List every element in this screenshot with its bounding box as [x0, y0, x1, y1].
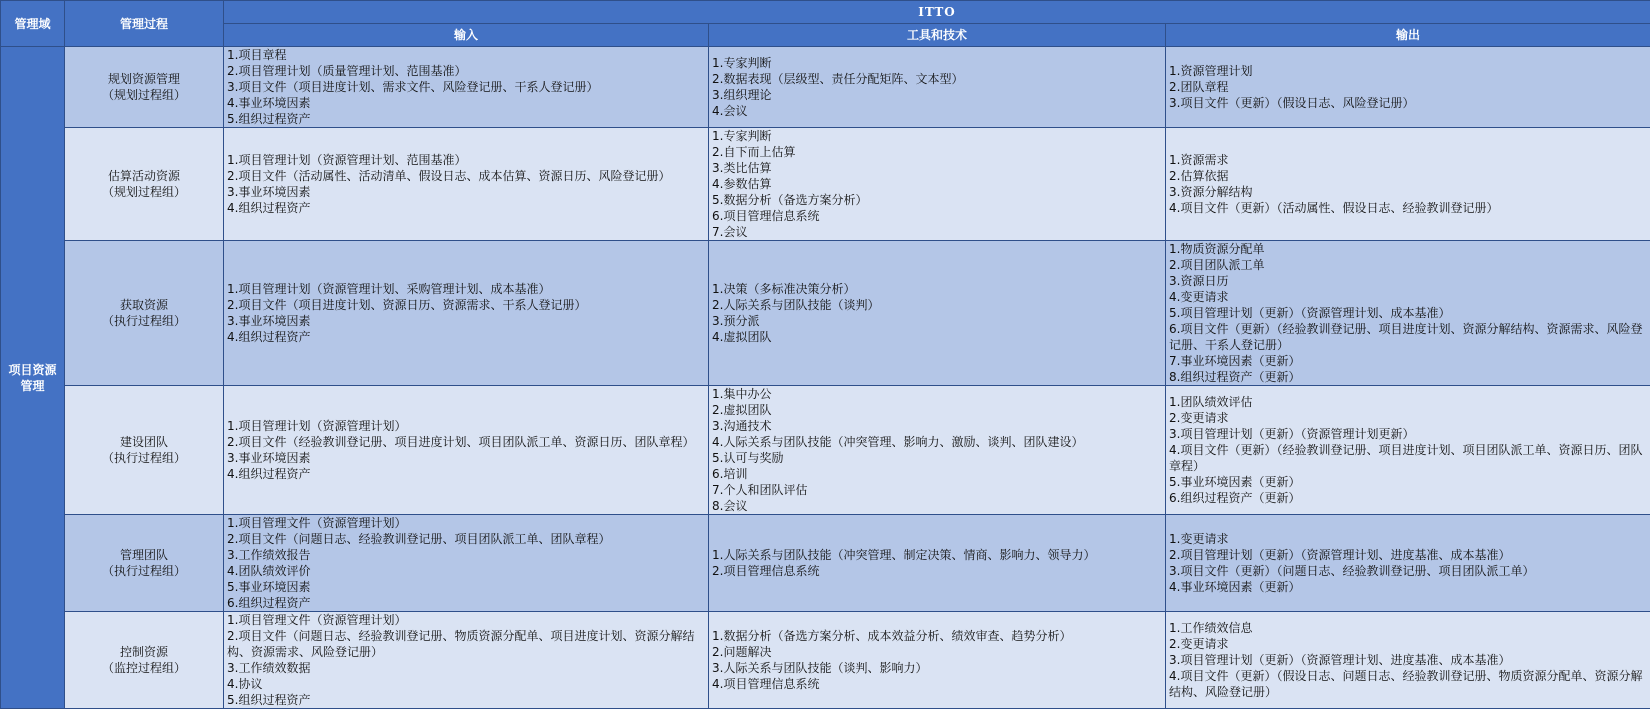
process-cell [65, 515, 224, 612]
input-item: 3.事业环境因素 [227, 450, 705, 466]
tool-item: 8.会议 [712, 498, 1162, 514]
input-item: 4.组织过程资产 [227, 466, 705, 482]
output-item: 1.工作绩效信息 [1169, 620, 1647, 636]
process-row [1, 241, 1650, 386]
input-item: 2.项目管理计划（质量管理计划、范围基准） [227, 63, 705, 79]
tool-item: 1.人际关系与团队技能（冲突管理、制定决策、情商、影响力、领导力） [712, 547, 1162, 563]
input-item: 4.协议 [227, 676, 705, 692]
output-item: 4.项目文件（更新）（假设日志、问题日志、经验教训登记册、物质资源分配单、资源分解结构、风险登记册） [1169, 668, 1647, 700]
inputs-cell [224, 47, 709, 128]
tool-item: 1.决策（多标准决策分析） [712, 281, 1162, 297]
tool-item: 3.人际关系与团队技能（谈判、影响力） [712, 660, 1162, 676]
header-inputs: 输入 [224, 24, 709, 47]
process-row [1, 386, 1650, 515]
tool-item: 3.组织理论 [712, 87, 1162, 103]
input-item: 2.项目文件（经验教训登记册、项目进度计划、项目团队派工单、资源日历、团队章程） [227, 434, 705, 450]
output-item: 7.事业环境因素（更新） [1169, 353, 1647, 369]
tool-item: 6.培训 [712, 466, 1162, 482]
input-item: 5.事业环境因素 [227, 579, 705, 595]
output-item: 1.变更请求 [1169, 531, 1647, 547]
outputs-cell [1166, 241, 1650, 386]
tool-item: 3.沟通技术 [712, 418, 1162, 434]
process-group: （执行过程组） [68, 313, 220, 329]
tool-item: 2.问题解决 [712, 644, 1162, 660]
tool-item: 4.人际关系与团队技能（冲突管理、影响力、激励、谈判、团队建设） [712, 434, 1162, 450]
input-item: 4.组织过程资产 [227, 329, 705, 345]
process-group: （监控过程组） [68, 660, 220, 676]
input-item: 1.项目管理文件（资源管理计划） [227, 612, 705, 628]
process-group: （执行过程组） [68, 563, 220, 579]
inputs-cell [224, 515, 709, 612]
tool-item: 4.参数估算 [712, 176, 1162, 192]
output-item: 3.资源日历 [1169, 273, 1647, 289]
output-item: 4.项目文件（更新）（经验教训登记册、项目进度计划、项目团队派工单、资源日历、团队章程） [1169, 442, 1647, 474]
tool-item: 1.专家判断 [712, 128, 1162, 144]
tools-cell [709, 241, 1166, 386]
output-item: 1.资源需求 [1169, 152, 1647, 168]
tool-item: 5.数据分析（备选方案分析） [712, 192, 1162, 208]
header-itto: ITTO [224, 1, 1650, 24]
tools-cell [709, 386, 1166, 515]
input-item: 3.事业环境因素 [227, 184, 705, 200]
output-item: 3.项目管理计划（更新）（资源管理计划更新） [1169, 426, 1647, 442]
tools-cell [709, 47, 1166, 128]
tools-cell [709, 515, 1166, 612]
header-tools: 工具和技术 [709, 24, 1166, 47]
output-item: 3.资源分解结构 [1169, 184, 1647, 200]
process-row [1, 515, 1650, 612]
tool-item: 7.个人和团队评估 [712, 482, 1162, 498]
input-item: 3.工作绩效数据 [227, 660, 705, 676]
output-item: 3.项目文件（更新）（问题日志、经验教训登记册、项目团队派工单） [1169, 563, 1647, 579]
inputs-cell [224, 386, 709, 515]
outputs-cell [1166, 612, 1650, 709]
inputs-cell [224, 241, 709, 386]
output-item: 2.估算依据 [1169, 168, 1647, 184]
tool-item: 1.数据分析（备选方案分析、成本效益分析、绩效审查、趋势分析） [712, 628, 1162, 644]
input-item: 3.项目文件（项目进度计划、需求文件、风险登记册、干系人登记册） [227, 79, 705, 95]
input-item: 2.项目文件（活动属性、活动清单、假设日志、成本估算、资源日历、风险登记册） [227, 168, 705, 184]
input-item: 2.项目文件（问题日志、经验教训登记册、物质资源分配单、项目进度计划、资源分解结构、资源需求、风险登记册） [227, 628, 705, 660]
process-cell [65, 47, 224, 128]
header-outputs: 输出 [1166, 24, 1650, 47]
outputs-cell [1166, 515, 1650, 612]
output-item: 5.项目管理计划（更新）（资源管理计划、成本基准） [1169, 305, 1647, 321]
inputs-cell [224, 612, 709, 709]
process-group: （规划过程组） [68, 87, 220, 103]
output-item: 2.变更请求 [1169, 636, 1647, 652]
tools-cell [709, 612, 1166, 709]
process-name: 管理团队 [68, 547, 220, 563]
input-item: 5.组织过程资产 [227, 111, 705, 127]
output-item: 1.物质资源分配单 [1169, 241, 1647, 257]
process-group: （执行过程组） [68, 450, 220, 466]
inputs-cell [224, 128, 709, 241]
tool-item: 4.虚拟团队 [712, 329, 1162, 345]
process-name: 建设团队 [68, 434, 220, 450]
output-item: 4.变更请求 [1169, 289, 1647, 305]
input-item: 1.项目管理计划（资源管理计划、采购管理计划、成本基准） [227, 281, 705, 297]
tool-item: 1.集中办公 [712, 386, 1162, 402]
process-row [1, 128, 1650, 241]
output-item: 2.变更请求 [1169, 410, 1647, 426]
output-item: 4.项目文件（更新）（活动属性、假设日志、经验教训登记册） [1169, 200, 1647, 216]
input-item: 4.组织过程资产 [227, 200, 705, 216]
process-name: 规划资源管理 [68, 71, 220, 87]
output-item: 1.团队绩效评估 [1169, 394, 1647, 410]
output-item: 8.组织过程资产（更新） [1169, 369, 1647, 385]
tool-item: 2.自下而上估算 [712, 144, 1162, 160]
output-item: 3.项目管理计划（更新）（资源管理计划、进度基准、成本基准） [1169, 652, 1647, 668]
itto-body [1, 47, 1650, 709]
process-name: 获取资源 [68, 297, 220, 313]
tool-item: 1.专家判断 [712, 55, 1162, 71]
output-item: 2.项目团队派工单 [1169, 257, 1647, 273]
output-item: 4.事业环境因素（更新） [1169, 579, 1647, 595]
output-item: 1.资源管理计划 [1169, 63, 1647, 79]
process-cell [65, 386, 224, 515]
outputs-cell [1166, 47, 1650, 128]
process-name: 控制资源 [68, 644, 220, 660]
tool-item: 6.项目管理信息系统 [712, 208, 1162, 224]
process-name: 估算活动资源 [68, 168, 220, 184]
tool-item: 2.虚拟团队 [712, 402, 1162, 418]
outputs-cell [1166, 128, 1650, 241]
input-item: 4.事业环境因素 [227, 95, 705, 111]
domain-cell: 项目资源管理 [1, 47, 65, 709]
process-row [1, 47, 1650, 128]
tool-item: 5.认可与奖励 [712, 450, 1162, 466]
tool-item: 2.数据表现（层级型、责任分配矩阵、文本型） [712, 71, 1162, 87]
tool-item: 7.会议 [712, 224, 1162, 240]
input-item: 1.项目章程 [227, 47, 705, 63]
output-item: 2.项目管理计划（更新）（资源管理计划、进度基准、成本基准） [1169, 547, 1647, 563]
tool-item: 2.项目管理信息系统 [712, 563, 1162, 579]
output-item: 5.事业环境因素（更新） [1169, 474, 1647, 490]
output-item: 6.组织过程资产（更新） [1169, 490, 1647, 506]
header-process: 管理过程 [65, 1, 224, 47]
input-item: 3.工作绩效报告 [227, 547, 705, 563]
input-item: 4.团队绩效评价 [227, 563, 705, 579]
process-cell [65, 612, 224, 709]
input-item: 5.组织过程资产 [227, 692, 705, 708]
process-group: （规划过程组） [68, 184, 220, 200]
outputs-cell [1166, 386, 1650, 515]
output-item: 3.项目文件（更新）（假设日志、风险登记册） [1169, 95, 1647, 111]
tool-item: 3.类比估算 [712, 160, 1162, 176]
tool-item: 4.项目管理信息系统 [712, 676, 1162, 692]
input-item: 2.项目文件（项目进度计划、资源日历、资源需求、干系人登记册） [227, 297, 705, 313]
output-item: 2.团队章程 [1169, 79, 1647, 95]
input-item: 2.项目文件（问题日志、经验教训登记册、项目团队派工单、团队章程） [227, 531, 705, 547]
tool-item: 4.会议 [712, 103, 1162, 119]
input-item: 1.项目管理文件（资源管理计划） [227, 515, 705, 531]
tool-item: 2.人际关系与团队技能（谈判） [712, 297, 1162, 313]
input-item: 3.事业环境因素 [227, 313, 705, 329]
process-cell [65, 128, 224, 241]
output-item: 6.项目文件（更新）（经验教训登记册、项目进度计划、资源分解结构、资源需求、风险登记册、干系人登记册） [1169, 321, 1647, 353]
input-item: 6.组织过程资产 [227, 595, 705, 611]
header-domain: 管理域 [1, 1, 65, 47]
tool-item: 3.预分派 [712, 313, 1162, 329]
tools-cell [709, 128, 1166, 241]
process-cell [65, 241, 224, 386]
input-item: 1.项目管理计划（资源管理计划） [227, 418, 705, 434]
process-row [1, 612, 1650, 709]
input-item: 1.项目管理计划（资源管理计划、范围基准） [227, 152, 705, 168]
